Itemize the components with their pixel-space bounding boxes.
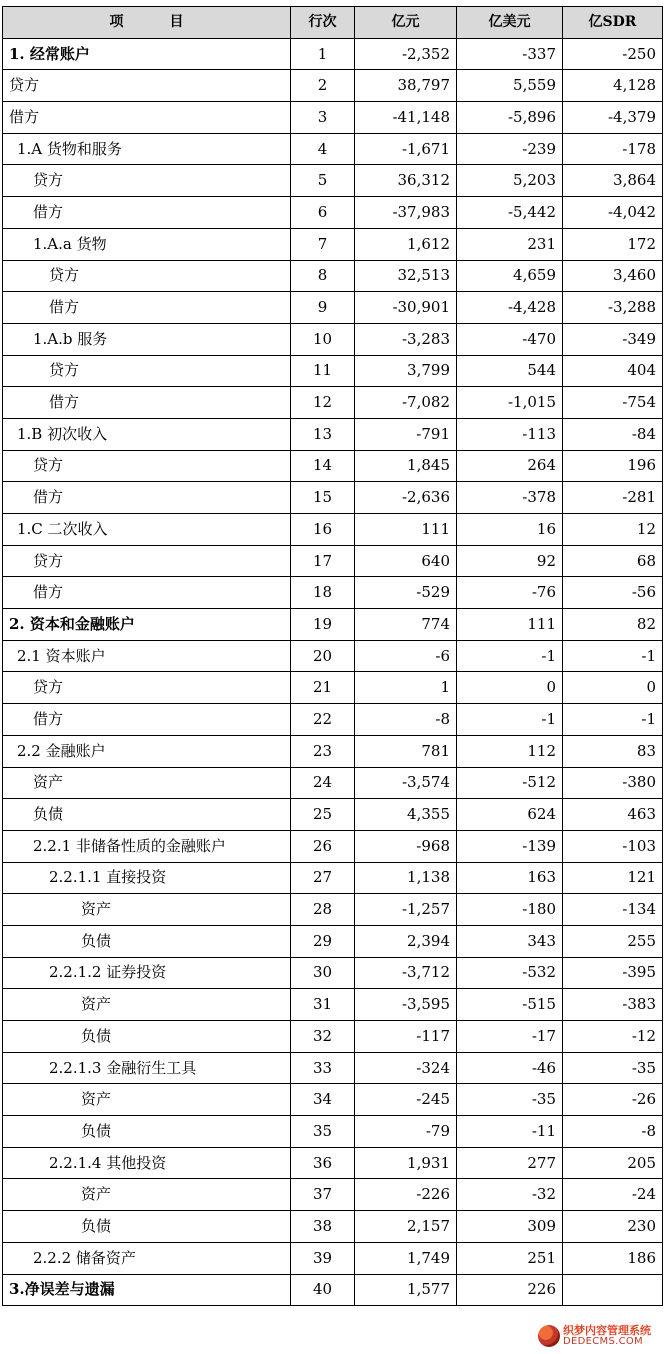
table-row (3, 672, 663, 704)
value-usd: 92 (457, 545, 563, 577)
value-cny: -117 (355, 1021, 457, 1053)
table-row (3, 830, 663, 862)
value-sdr: 196 (563, 450, 663, 482)
value-cny: 36,312 (355, 165, 457, 197)
value-usd: -35 (457, 1084, 563, 1116)
row-number: 8 (291, 260, 355, 292)
table-row (3, 799, 663, 831)
value-cny: -245 (355, 1084, 457, 1116)
value-cny: 1,577 (355, 1274, 457, 1306)
value-cny: 1,138 (355, 862, 457, 894)
row-label: 2.1 资本账户 (3, 640, 291, 672)
value-cny: 640 (355, 545, 457, 577)
value-sdr: -281 (563, 482, 663, 514)
value-usd: -113 (457, 418, 563, 450)
value-cny: -41,148 (355, 102, 457, 134)
table-row (3, 609, 663, 641)
value-sdr: 255 (563, 925, 663, 957)
row-number: 16 (291, 514, 355, 546)
value-usd: -515 (457, 989, 563, 1021)
header-cny: 亿元 (355, 7, 457, 39)
row-number: 20 (291, 640, 355, 672)
row-label: 贷方 (3, 70, 291, 102)
table-row (3, 735, 663, 767)
row-label: 资产 (3, 894, 291, 926)
row-label: 2. 资本和金融账户 (3, 609, 291, 641)
value-usd: -5,896 (457, 102, 563, 134)
balance-of-payments-table (2, 6, 663, 1306)
row-number: 14 (291, 450, 355, 482)
value-sdr: 463 (563, 799, 663, 831)
row-number: 36 (291, 1147, 355, 1179)
value-usd: 343 (457, 925, 563, 957)
watermark-line2: DEDECMS.COM (563, 1335, 643, 1347)
value-cny: 1 (355, 672, 457, 704)
value-usd: -378 (457, 482, 563, 514)
value-cny: -1,671 (355, 133, 457, 165)
value-usd: -1 (457, 640, 563, 672)
table-row (3, 1052, 663, 1084)
value-cny: -30,901 (355, 292, 457, 324)
row-number: 12 (291, 387, 355, 419)
value-usd: -1 (457, 704, 563, 736)
value-usd: 251 (457, 1242, 563, 1274)
value-sdr: -56 (563, 577, 663, 609)
value-sdr: 12 (563, 514, 663, 546)
table-row (3, 894, 663, 926)
table-header (3, 7, 663, 39)
row-label: 负债 (3, 1021, 291, 1053)
table-row (3, 450, 663, 482)
value-cny: -37,983 (355, 197, 457, 229)
value-usd: 0 (457, 672, 563, 704)
row-number: 10 (291, 323, 355, 355)
value-usd: -17 (457, 1021, 563, 1053)
value-cny: 1,749 (355, 1242, 457, 1274)
value-cny: -3,574 (355, 767, 457, 799)
header-item-part1: 项 (109, 14, 124, 31)
header-row-number: 行次 (291, 7, 355, 39)
table-row (3, 482, 663, 514)
value-cny: -324 (355, 1052, 457, 1084)
row-label: 借方 (3, 577, 291, 609)
value-sdr: 172 (563, 228, 663, 260)
dedecms-logo-icon (538, 1325, 560, 1347)
value-usd: -180 (457, 894, 563, 926)
value-sdr: -349 (563, 323, 663, 355)
value-usd: 163 (457, 862, 563, 894)
value-cny: 2,394 (355, 925, 457, 957)
value-cny: -7,082 (355, 387, 457, 419)
row-number: 11 (291, 355, 355, 387)
row-label: 贷方 (3, 260, 291, 292)
table-row (3, 133, 663, 165)
value-sdr: -24 (563, 1179, 663, 1211)
table-row (3, 1242, 663, 1274)
row-number: 15 (291, 482, 355, 514)
value-usd: 231 (457, 228, 563, 260)
row-number: 2 (291, 70, 355, 102)
row-number: 32 (291, 1021, 355, 1053)
value-cny: -79 (355, 1116, 457, 1148)
value-cny: -3,595 (355, 989, 457, 1021)
value-usd: 111 (457, 609, 563, 641)
table-row (3, 323, 663, 355)
value-sdr: 404 (563, 355, 663, 387)
value-sdr: -250 (563, 38, 663, 70)
row-label: 2.2.1.1 直接投资 (3, 862, 291, 894)
value-cny: -3,712 (355, 957, 457, 989)
table-row (3, 704, 663, 736)
value-cny: 781 (355, 735, 457, 767)
row-label: 资产 (3, 1179, 291, 1211)
row-number: 24 (291, 767, 355, 799)
table-row (3, 197, 663, 229)
value-usd: -32 (457, 1179, 563, 1211)
row-label: 1.B 初次收入 (3, 418, 291, 450)
value-sdr: 186 (563, 1242, 663, 1274)
row-label: 贷方 (3, 355, 291, 387)
row-number: 28 (291, 894, 355, 926)
value-usd: 112 (457, 735, 563, 767)
row-number: 39 (291, 1242, 355, 1274)
header-row (3, 7, 663, 39)
watermark-text (563, 1325, 651, 1347)
table-row (3, 418, 663, 450)
row-label: 2.2.2 储备资产 (3, 1242, 291, 1274)
row-number: 18 (291, 577, 355, 609)
value-sdr: 3,864 (563, 165, 663, 197)
value-cny: 38,797 (355, 70, 457, 102)
row-number: 7 (291, 228, 355, 260)
row-number: 23 (291, 735, 355, 767)
value-usd: 624 (457, 799, 563, 831)
table-row (3, 260, 663, 292)
value-usd: -46 (457, 1052, 563, 1084)
row-label: 贷方 (3, 672, 291, 704)
header-item-part2: 目 (169, 14, 184, 31)
value-sdr: -1 (563, 640, 663, 672)
header-item (3, 7, 291, 39)
row-label: 资产 (3, 989, 291, 1021)
value-usd: -337 (457, 38, 563, 70)
value-cny: -6 (355, 640, 457, 672)
value-usd: 4,659 (457, 260, 563, 292)
table-row (3, 1179, 663, 1211)
value-usd: -532 (457, 957, 563, 989)
value-cny: -968 (355, 830, 457, 862)
value-sdr: -178 (563, 133, 663, 165)
table-body (3, 38, 663, 1306)
table-row (3, 925, 663, 957)
header-sdr: 亿SDR (563, 7, 663, 39)
value-usd: -470 (457, 323, 563, 355)
value-sdr: -3,288 (563, 292, 663, 324)
row-label: 1.C 二次收入 (3, 514, 291, 546)
row-label: 借方 (3, 482, 291, 514)
value-sdr: 121 (563, 862, 663, 894)
value-sdr: -35 (563, 1052, 663, 1084)
value-sdr: 4,128 (563, 70, 663, 102)
value-usd: -76 (457, 577, 563, 609)
value-cny: -529 (355, 577, 457, 609)
table-row (3, 640, 663, 672)
table-row (3, 102, 663, 134)
value-usd: 544 (457, 355, 563, 387)
table-row (3, 1274, 663, 1306)
value-sdr (563, 1274, 663, 1306)
watermark-line1: 织梦内容管理系统 (563, 1323, 651, 1337)
value-cny: -3,283 (355, 323, 457, 355)
row-label: 负债 (3, 925, 291, 957)
row-number: 33 (291, 1052, 355, 1084)
row-label: 贷方 (3, 545, 291, 577)
value-sdr: -380 (563, 767, 663, 799)
row-number: 5 (291, 165, 355, 197)
header-usd: 亿美元 (457, 7, 563, 39)
value-sdr: -383 (563, 989, 663, 1021)
row-number: 3 (291, 102, 355, 134)
table-row (3, 387, 663, 419)
row-number: 6 (291, 197, 355, 229)
value-sdr: -754 (563, 387, 663, 419)
row-label: 借方 (3, 102, 291, 134)
row-label: 1. 经常账户 (3, 38, 291, 70)
value-cny: -8 (355, 704, 457, 736)
value-sdr: 3,460 (563, 260, 663, 292)
row-label: 2.2.1.4 其他投资 (3, 1147, 291, 1179)
value-sdr: 83 (563, 735, 663, 767)
value-sdr: -8 (563, 1116, 663, 1148)
value-usd: 277 (457, 1147, 563, 1179)
value-cny: 4,355 (355, 799, 457, 831)
row-number: 29 (291, 925, 355, 957)
row-number: 4 (291, 133, 355, 165)
value-cny: 32,513 (355, 260, 457, 292)
table-row (3, 1084, 663, 1116)
value-sdr: -4,379 (563, 102, 663, 134)
row-number: 22 (291, 704, 355, 736)
value-usd: -4,428 (457, 292, 563, 324)
table-row (3, 862, 663, 894)
row-label: 借方 (3, 704, 291, 736)
row-label: 2.2.1 非储备性质的金融账户 (3, 830, 291, 862)
value-sdr: -1 (563, 704, 663, 736)
value-cny: -2,636 (355, 482, 457, 514)
value-sdr: 0 (563, 672, 663, 704)
table-row (3, 957, 663, 989)
row-number: 38 (291, 1211, 355, 1243)
value-sdr: -4,042 (563, 197, 663, 229)
value-sdr: -395 (563, 957, 663, 989)
value-usd: -11 (457, 1116, 563, 1148)
row-number: 35 (291, 1116, 355, 1148)
row-number: 9 (291, 292, 355, 324)
row-number: 13 (291, 418, 355, 450)
value-cny: -791 (355, 418, 457, 450)
row-label: 借方 (3, 387, 291, 419)
value-sdr: -26 (563, 1084, 663, 1116)
value-cny: -226 (355, 1179, 457, 1211)
row-number: 30 (291, 957, 355, 989)
row-label: 贷方 (3, 450, 291, 482)
value-sdr: 68 (563, 545, 663, 577)
row-number: 25 (291, 799, 355, 831)
row-label: 资产 (3, 1084, 291, 1116)
row-label: 资产 (3, 767, 291, 799)
value-usd: 5,559 (457, 70, 563, 102)
table-row (3, 514, 663, 546)
value-cny: -1,257 (355, 894, 457, 926)
value-sdr: 230 (563, 1211, 663, 1243)
table-row (3, 38, 663, 70)
row-label: 2.2 金融账户 (3, 735, 291, 767)
value-usd: -239 (457, 133, 563, 165)
value-cny: 774 (355, 609, 457, 641)
value-cny: 111 (355, 514, 457, 546)
value-cny: -2,352 (355, 38, 457, 70)
table-row (3, 989, 663, 1021)
row-label: 借方 (3, 292, 291, 324)
value-cny: 1,612 (355, 228, 457, 260)
value-usd: 264 (457, 450, 563, 482)
value-cny: 3,799 (355, 355, 457, 387)
value-cny: 1,845 (355, 450, 457, 482)
table-row (3, 70, 663, 102)
table-row (3, 1021, 663, 1053)
value-sdr: 205 (563, 1147, 663, 1179)
row-number: 21 (291, 672, 355, 704)
value-usd: -512 (457, 767, 563, 799)
row-number: 31 (291, 989, 355, 1021)
row-label: 2.2.1.2 证券投资 (3, 957, 291, 989)
row-label: 负债 (3, 799, 291, 831)
value-sdr: -84 (563, 418, 663, 450)
value-usd: 16 (457, 514, 563, 546)
row-label: 贷方 (3, 165, 291, 197)
row-number: 34 (291, 1084, 355, 1116)
value-cny: 2,157 (355, 1211, 457, 1243)
value-sdr: -103 (563, 830, 663, 862)
row-number: 19 (291, 609, 355, 641)
row-number: 37 (291, 1179, 355, 1211)
table-row (3, 767, 663, 799)
table-row (3, 228, 663, 260)
table-row (3, 165, 663, 197)
row-number: 26 (291, 830, 355, 862)
table-row (3, 1116, 663, 1148)
value-usd: 309 (457, 1211, 563, 1243)
table-row (3, 1211, 663, 1243)
value-usd: -5,442 (457, 197, 563, 229)
row-number: 1 (291, 38, 355, 70)
row-number: 27 (291, 862, 355, 894)
row-label: 3.净误差与遗漏 (3, 1274, 291, 1306)
row-number: 17 (291, 545, 355, 577)
row-label: 1.A 货物和服务 (3, 133, 291, 165)
row-label: 借方 (3, 197, 291, 229)
watermark (538, 1322, 660, 1350)
table-row (3, 355, 663, 387)
table-row (3, 292, 663, 324)
row-label: 负债 (3, 1116, 291, 1148)
value-usd: -1,015 (457, 387, 563, 419)
table-row (3, 577, 663, 609)
value-sdr: -134 (563, 894, 663, 926)
row-label: 1.A.b 服务 (3, 323, 291, 355)
table-row (3, 545, 663, 577)
row-number: 40 (291, 1274, 355, 1306)
value-cny: 1,931 (355, 1147, 457, 1179)
row-label: 2.2.1.3 金融衍生工具 (3, 1052, 291, 1084)
value-usd: 5,203 (457, 165, 563, 197)
table-row (3, 1147, 663, 1179)
value-usd: -139 (457, 830, 563, 862)
row-label: 1.A.a 货物 (3, 228, 291, 260)
row-label: 负债 (3, 1211, 291, 1243)
value-usd: 226 (457, 1274, 563, 1306)
value-sdr: -12 (563, 1021, 663, 1053)
value-sdr: 82 (563, 609, 663, 641)
